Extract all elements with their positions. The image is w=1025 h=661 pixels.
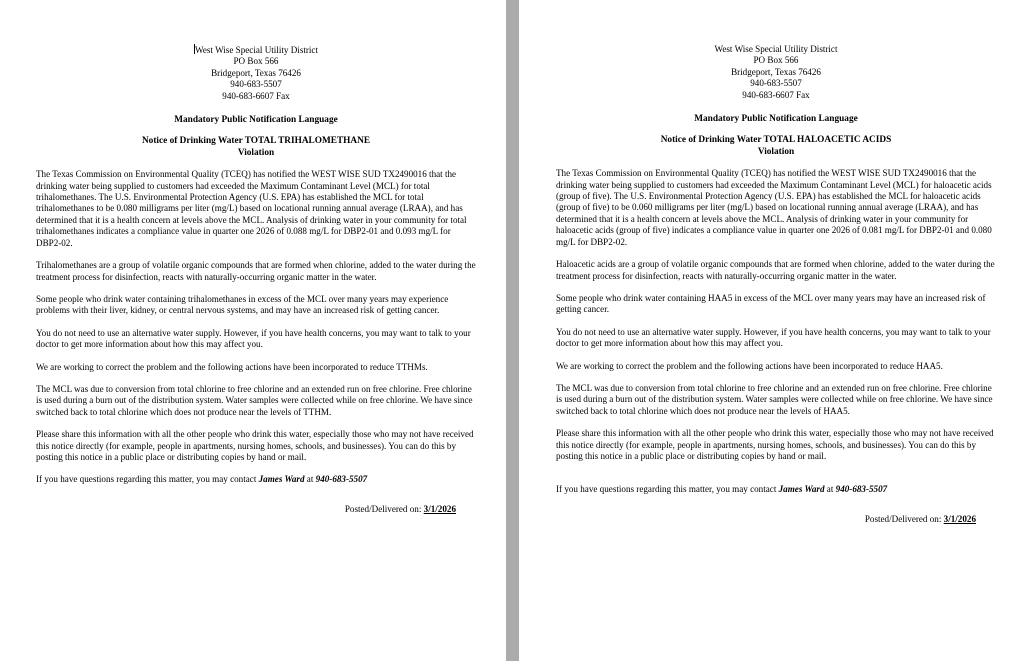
paragraph: Please share this information with all the other people who drink this water, especially those who may not have received this notice directly (for example, people in apartments, nursing homes, schools, and businesses). You can do this by posting this notice in a public place or distributing copies by hand or mail. <box>36 429 474 462</box>
org-box: PO Box 566 <box>753 55 799 66</box>
contact-name: James Ward <box>258 474 305 485</box>
org-fax: 940-683-6607 Fax <box>222 90 290 101</box>
paragraph: The Texas Commission on Environmental Quality (TCEQ) has notified the WEST WISE SUD TX2490016 that the drinking water being supplied to customers had exceeded the Maximum Contaminant Level (MCL) for haloacetic acids (group of five). The U.S. Environmental Protection Agency (U.S. EPA) has established the MCL for haloacetic acids (group of five) to be 0.060 milligrams per liter (mg/L) based on locational running annual average (LRAA), and has determined that it is a health concern at levels above the MCL. Analysis of drinking water in your community for haloacetic acids (group of five) indicates a compliance value in quarter one 2026 of 0.081 mg/L for DBP2-01 and 0.080 mg/L for DBP2-02. <box>556 168 992 247</box>
org-city: Bridgeport, Texas 76426 <box>211 67 301 78</box>
paragraph: We are working to correct the problem and the following actions have been incorporated to reduce HAA5. <box>556 360 943 371</box>
org-name: West Wise Special Utility District <box>714 44 838 54</box>
paragraph: You do not need to use an alternative water supply. However, if you have health concerns, you may want to talk to your doctor to get more information about how this may affect you. <box>556 326 991 349</box>
contact-line: If you have questions regarding this matter, you may contact James Ward at 940-683-5507 <box>556 484 888 495</box>
notice-tthm <box>36 44 476 515</box>
org-name: West Wise Special Utility District <box>195 45 318 55</box>
notice-heading: Mandatory Public Notification Language <box>694 114 858 125</box>
paragraph: Please share this information with all the other people who drink this water, especially those who may not have received this notice directly (for example, people in apartments, nursing homes, schools, and businesses). You can do this by posting this notice in a public place or distributing copies by hand or mail. <box>556 428 994 461</box>
paragraph: The MCL was due to conversion from total chlorine to free chlorine and an extended run on free chlorine. Free chlorine is used during a burn out of the distribution system. Water samples were collected while on free chlorine. We have since switched back to total chlorine which does not produce near the levels of HAA5. <box>556 382 993 416</box>
org-box: PO Box 566 <box>233 56 279 67</box>
contact-name: James Ward <box>778 484 825 495</box>
notice-haa5 <box>556 44 996 525</box>
paragraph: The MCL was due to conversion from total chlorine to free chlorine and an extended run on free chlorine. Free chlorine is used during a burn out of the distribution system. Water samples were collected while on free chlorine. We have since switched back to total chlorine which does not produce near the levels of TTHM. <box>36 383 473 417</box>
org-phone: 940-683-5507 <box>230 79 282 90</box>
notice-subject: Notice of Drinking Water TOTAL TRIHALOMETHANE <box>141 136 371 147</box>
org-city: Bridgeport, Texas 76426 <box>731 66 821 77</box>
contact-phone: 940-683-5507 <box>315 474 368 485</box>
paragraph: You do not need to use an alternative water supply. However, if you have health concerns, you may want to talk to your doctor to get more information about how this may affect you. <box>36 327 471 350</box>
posted-date: 3/1/2026 <box>423 503 456 514</box>
paragraph: Some people who drink water containing trihalomethanes in excess of the MCL over many years may experience problems with their liver, kidney, or central nervous systems, and may have an increased risk of getting cancer. <box>36 293 449 316</box>
posted-line: Posted/Delivered on: 3/1/2026 <box>344 503 456 514</box>
notice-heading: Mandatory Public Notification Language <box>174 115 338 126</box>
posted-line: Posted/Delivered on: 3/1/2026 <box>864 513 976 524</box>
contact-line: If you have questions regarding this matter, you may contact James Ward at 940-683-5507 <box>36 474 368 485</box>
contact-phone: 940-683-5507 <box>835 484 888 495</box>
paragraph: We are working to correct the problem and the following actions have been incorporated to reduce TTHMs. <box>36 361 428 372</box>
paragraph: Some people who drink water containing HAA5 in excess of the MCL over many years may have an increased risk of getting cancer. <box>556 292 986 315</box>
org-fax: 940-683-6607 Fax <box>742 89 810 100</box>
notice-subject-violation: Violation <box>237 147 275 158</box>
paragraph: The Texas Commission on Environmental Quality (TCEQ) has notified the WEST WISE SUD TX2490016 that the drinking water being supplied to customers had exceeded the Maximum Contaminant Level (MCL) for total trihalomethanes. The U.S. Environmental Protection Agency (U.S. EPA) has established the MCL for total trihalomethanes to be 0.080 milligrams per liter (mg/L) based on locational running annual average (LRAA), and has determined that it is a health concern at levels above the MCL. Analysis of drinking water in your community for total trihalomethanes indicates a compliance value in quarter one 2026 of 0.088 mg/L for DBP2-01 and 0.093 mg/L for DBP2-02. <box>36 169 467 248</box>
org-phone: 940-683-5507 <box>750 78 802 89</box>
notice-subject: Notice of Drinking Water TOTAL HALOACETIC ACIDS <box>660 135 892 146</box>
posted-date: 3/1/2026 <box>943 513 976 524</box>
notice-subject-violation: Violation <box>757 146 795 157</box>
document-page-right[interactable] <box>519 0 1025 661</box>
paragraph: Haloacetic acids are a group of volatile organic compounds that are formed when chlorine, added to the water during the treatment process for disinfection, reacts with naturally-occurring organic matter in the water. <box>556 259 995 281</box>
document-page-left[interactable] <box>0 0 506 661</box>
paragraph: Trihalomethanes are a group of volatile organic compounds that are formed when chlorine, added to the water during the treatment process for disinfection, reacts with naturally-occurring organic matter in the water. <box>36 260 476 282</box>
